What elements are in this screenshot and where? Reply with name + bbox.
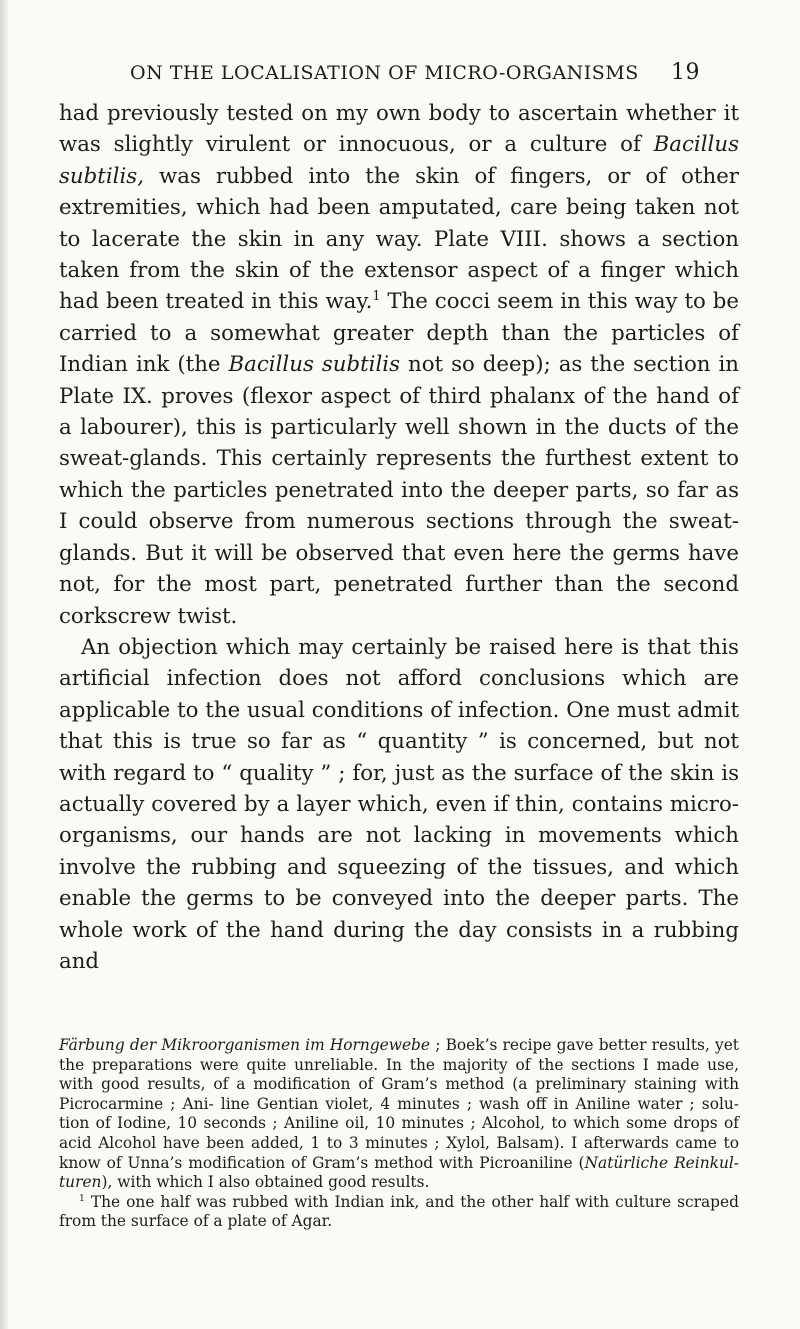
fn-text-2: ), with which I also obtained good results. [101,1173,430,1192]
footnote-continuation [59,1036,739,1193]
p1-text-1: had previously tested on my own body to ascertain whether it was slightly virulent or innocuous, or a culture of [59,101,739,158]
footnote-1-marker: 1 [79,1192,85,1204]
page-number: 19 [671,60,700,85]
footnote-ref-1: 1 [372,289,381,305]
main-text [59,98,739,977]
p1-italic-bacillus-2: Bacillus subtilis [228,352,401,378]
p1-text-2: was rubbed into the skin of fingers, or of other extremities, which had been amputated, care being taken not to lacerate the skin in any way. Plate VIII. shows a section taken from the skin of the extensor aspect of a finger which had been treated in this way. [59,163,739,315]
running-header [130,62,700,84]
footnotes [59,1036,739,1232]
running-title: ON THE LOCALISATION OF MICRO-ORGANISMS [130,62,639,84]
fn-italic-title: Färbung der Mikroorganismen im Horngewebe [59,1036,431,1054]
p1-text-3: The cocci seem in this way to be carried to a somewhat greater depth than the particles of Indian ink (the [59,289,739,378]
page-gutter-shadow [0,0,8,1329]
paragraph-1 [59,98,739,632]
p1-italic-bacillus-1: Bacillus subtilis, [59,132,739,189]
footnote-1-text: The one half was rubbed with Indian ink, and the other half with culture scraped from the surface of a plate of Agar. [59,1192,739,1231]
paragraph-2: An objection which may certainly be raised here is that this artificial infection does not afford conclusions which are applicable to the usual conditions of infection. One must admit that this is true so far as “ quantity ” is concerned, but not with regard to “ quality ” ; for, just as the surface of the skin is actually covered by a layer which, even if thin, contains micro-organisms, our hands are not lacking in movements which involve the rubbing and squeezing of the tissues, and which enable the germs to be conveyed into the deeper parts. The whole work of the hand during the day consists in a rubbing and [59,634,739,974]
fn-text-1: ; Boek’s recipe gave better results, yet the preparations were quite unreliable. In the majority of the sections I made use, with good results, of a modification of Gram’s method (a preliminary staining with Picrocarmine ; Ani- line Gentian violet, 4 minutes ; wash off in Aniline water ; solu- tion of Iodine, 10 seconds ; Aniline oil, 10 minutes ; Alcohol, to which some drops of acid Alcohol have been added, 1 to 3 minutes ; Xylol, Balsam). I afterwards came to know of Unna’s modification of Gram’s method with Picroaniline ( [59,1036,739,1172]
p1-text-4: not so deep); as the section in Plate IX. proves (flexor aspect of third phalanx of the hand of a labourer), this is particularly well shown in the ducts of the sweat-glands. This certainly represents the furthest extent to which the particles penetrated into the deeper parts, so far as I could observe from numerous sections through the sweat-glands. But it will be observed that even here the germs have not, for the most part, penetrated further than the second corkscrew twist. [59,352,740,629]
footnote-1 [59,1193,739,1232]
fn-italic-naturliche: Natürliche Reinkul- turen [59,1153,739,1192]
